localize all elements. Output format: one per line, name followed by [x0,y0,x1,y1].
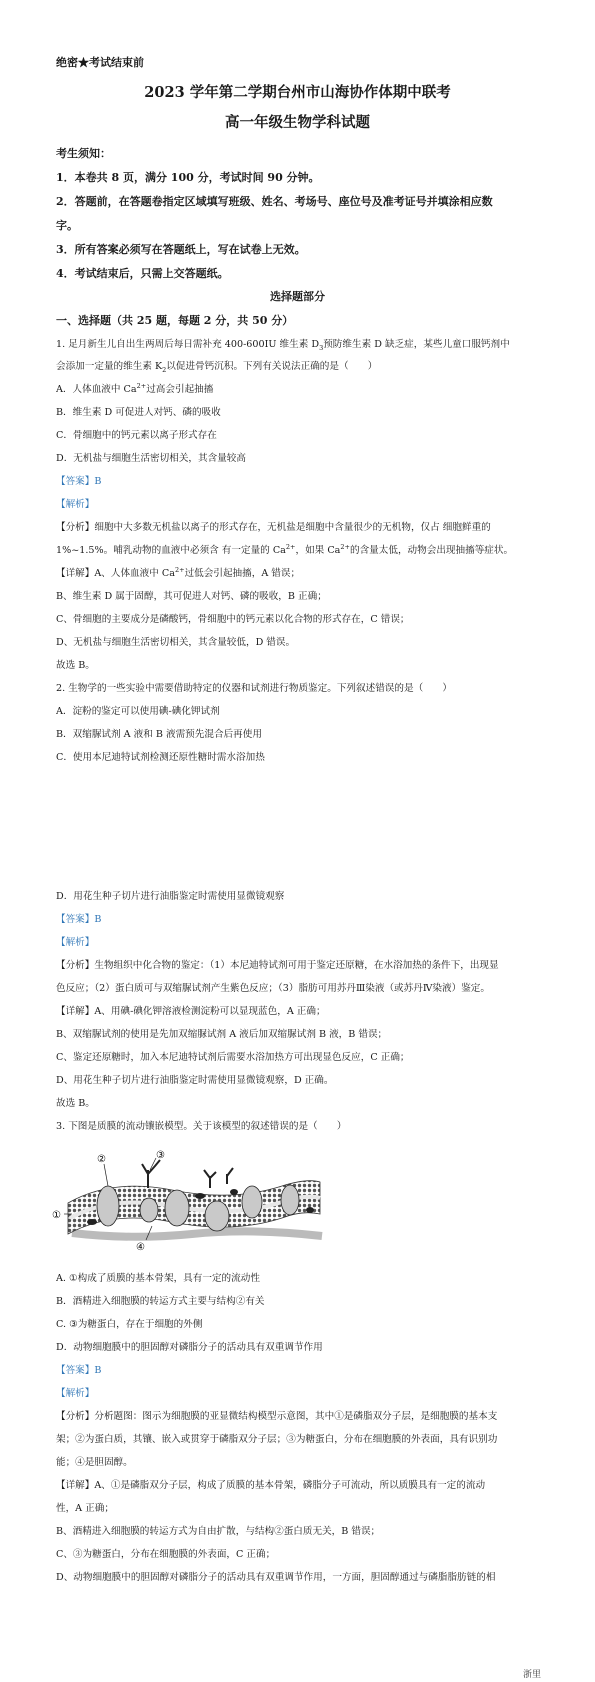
peripheral-protein [195,1193,205,1199]
q1-xiangjie-b: B、维生素 D 属于固醇，其可促进人对钙、磷的吸收，B 正确； [56,591,327,602]
figure-label-3: ③ [156,1150,165,1161]
q2-option-d: D．用花生种子切片进行油脂鉴定时需使用显微镜观察 [56,891,285,902]
q2-stem: 2. 生物学的一些实验中需要借助特定的仪器和试剂进行物质鉴定。下列叙述错误的是（ ） [56,683,452,694]
membrane-protein [205,1201,229,1231]
notice-item: 字。 [56,219,78,232]
q1-conclusion: 故选 B。 [56,660,95,671]
q3-xiangjie-c: C、③为糖蛋白，分布在细胞膜的外表面，C 正确； [56,1549,276,1560]
notice-item: 3．所有答案必须写在答题纸上，写在试卷上无效。 [56,243,306,256]
peripheral-protein [306,1207,314,1213]
notice-item: 2．答题前，在答题卷指定区域填写班级、姓名、考场号、座位号及准考证号并填涂相应数 [56,195,493,208]
q1-fenxi-line1: 【分析】细胞中大多数无机盐以离子的形式存在，无机盐是细胞中含量很少的无机物，仅占 细胞鲜重的 [56,522,491,533]
q1-option-b: B．维生素 D 可促进人对钙、磷的吸收 [56,407,221,418]
q3-option-c: C. ③为糖蛋白，存在于细胞的外侧 [56,1319,203,1330]
fluid-mosaic-membrane-figure [52,1148,328,1256]
membrane-protein [281,1185,299,1215]
q1-answer: 【答案】B [56,476,102,487]
membrane-protein [140,1198,158,1222]
q3-xiangjie-b: B、酒精进入细胞膜的转运方式为自由扩散，与结构②蛋白质无关，B 错误； [56,1526,381,1537]
q3-fenxi-line3: 能；④是胆固醇。 [56,1457,133,1468]
peripheral-protein [230,1189,238,1195]
figure-label-2: ② [97,1154,106,1165]
section-title: 选择题部分 [270,290,325,303]
q3-analysis-label: 【解析】 [56,1388,95,1399]
q1-option-d: D．无机盐与细胞生活密切相关，其含量较高 [56,453,246,464]
exam-title: 2023 学年第二学期台州市山海协作体期中联考 [144,84,451,101]
q2-xiangjie-a: 【详解】A、用碘-碘化钾溶液检测淀粉可以显现蓝色，A 正确； [56,1006,326,1017]
q2-option-b: B．双缩脲试剂 A 液和 B 液需预先混合后再使用 [56,729,262,740]
q3-fenxi-line2: 架；②为蛋白质，其镶、嵌入或贯穿于磷脂双分子层；③为糖蛋白，分布在细胞膜的外表面，具有识别功 [56,1434,498,1445]
membrane-protein [97,1186,119,1226]
glycoprotein-chain [227,1168,233,1184]
q2-option-a: A．淀粉的鉴定可以使用碘-碘化钾试剂 [56,706,220,717]
q1-option-c: C．骨细胞中的钙元素以离子形式存在 [56,430,217,441]
q2-conclusion: 故选 B。 [56,1098,95,1109]
figure-label-1: ① [52,1210,61,1221]
q1-xiangjie-c: C、骨细胞的主要成分是磷酸钙，骨细胞中的钙元素以化合物的形式存在，C 错误； [56,614,410,625]
q2-fenxi-line1: 【分析】生物组织中化合物的鉴定：（1）本尼迪特试剂可用于鉴定还原糖，在水浴加热的条件下，出现显 [56,960,499,971]
footer-text: 浙里 [523,1670,542,1680]
q1-option-a: A．人体血液中 $Ca^{2+}$过高会引起抽搐 [56,383,214,395]
q2-xiangjie-b: B、双缩脲试剂的使用是先加双缩脲试剂 A 液后加双缩脲试剂 B 液，B 错误； [56,1029,388,1040]
notice-heading: 考生须知： [56,147,111,160]
q3-option-b: B．酒精进入细胞膜的转运方式主要与结构②有关 [56,1296,265,1307]
part-title: 一、选择题（共 25 题，每题 2 分，共 50 分） [56,314,294,327]
q1-xiangjie-d: D、无机盐与细胞生活密切相关，其含量较低，D 错误。 [56,637,296,648]
notice-item: 1．本卷共 8 页，满分 100 分，考试时间 90 分钟。 [56,171,320,184]
q3-xiangjie-a2: 性，A 正确； [56,1503,114,1514]
q3-xiangjie-a1: 【详解】A、①是磷脂双分子层，构成了质膜的基本骨架，磷脂分子可流动，所以质膜具有一定的流动 [56,1480,486,1491]
q2-option-c: C．使用本尼迪特试剂检测还原性糖时需水浴加热 [56,752,265,763]
notice-item: 4．考试结束后，只需上交答题纸。 [56,267,229,280]
figure-label-4: ④ [136,1242,145,1253]
glycoprotein-chain [142,1160,160,1188]
q1-xiangjie-a: 【详解】A、人体血液中 $Ca^{2+}$过低会引起抽搐，A 错误； [56,567,301,579]
q1-fenxi-line2: 1%~1.5%。哺乳动物的血液中必须含 有一定量的 $Ca^{2+}$，如果 $Ca^{2+}$的含量太低，动物会出现抽搐等症状。 [56,544,514,556]
peripheral-protein [87,1219,97,1225]
secret-mark: 绝密★考试结束前 [56,56,144,69]
q2-analysis-label: 【解析】 [56,937,95,948]
membrane-protein [242,1186,262,1218]
q1-analysis-label: 【解析】 [56,499,95,510]
q1-stem-line1: 1. 足月新生儿自出生两周后每日需补充 400-600IU 维生素 $D_3$预防维生素 D 缺乏症，某些儿童口服钙剂中 [56,339,510,352]
leader-line [104,1164,108,1186]
q3-option-d: D．动物细胞膜中的胆固醇对磷脂分子的活动具有双重调节作用 [56,1342,323,1353]
q3-fenxi-line1: 【分析】分析题图：图示为细胞膜的亚显微结构模型示意图，其中①是磷脂双分子层，是细胞膜的基本支 [56,1411,498,1422]
q3-option-a: A. ①构成了质膜的基本骨架，具有一定的流动性 [56,1273,260,1284]
cytoplasm-texture [72,1231,322,1236]
q3-answer: 【答案】B [56,1365,102,1376]
q2-answer: 【答案】B [56,914,102,925]
q2-xiangjie-d: D、用花生种子切片进行油脂鉴定时需使用显微镜观察，D 正确。 [56,1075,334,1086]
q2-fenxi-line2: 色反应；（2）蛋白质可与双缩脲试剂产生紫色反应；（3）脂肪可用苏丹Ⅲ染液（或苏丹Ⅳ染液）鉴定。 [56,983,490,994]
q3-stem: 3. 下图是质膜的流动镶嵌模型。关于该模型的叙述错误的是（ ） [56,1121,347,1132]
exam-subtitle: 高一年级生物学科试题 [225,114,370,131]
membrane-protein [165,1190,189,1226]
q1-stem-line2: 会添加一定量的维生素 $K_2$以促进骨钙沉积。下列有关说法正确的是（ ） [56,361,378,374]
glycoprotein-chain [204,1170,216,1188]
q3-xiangjie-d: D、动物细胞膜中的胆固醇对磷脂分子的活动具有双重调节作用，一方面，胆固醇通过与磷脂脂肪链的相 [56,1572,496,1583]
q2-xiangjie-c: C、鉴定还原糖时，加入本尼迪特试剂后需要水浴加热方可出现显色反应，C 正确； [56,1052,410,1063]
